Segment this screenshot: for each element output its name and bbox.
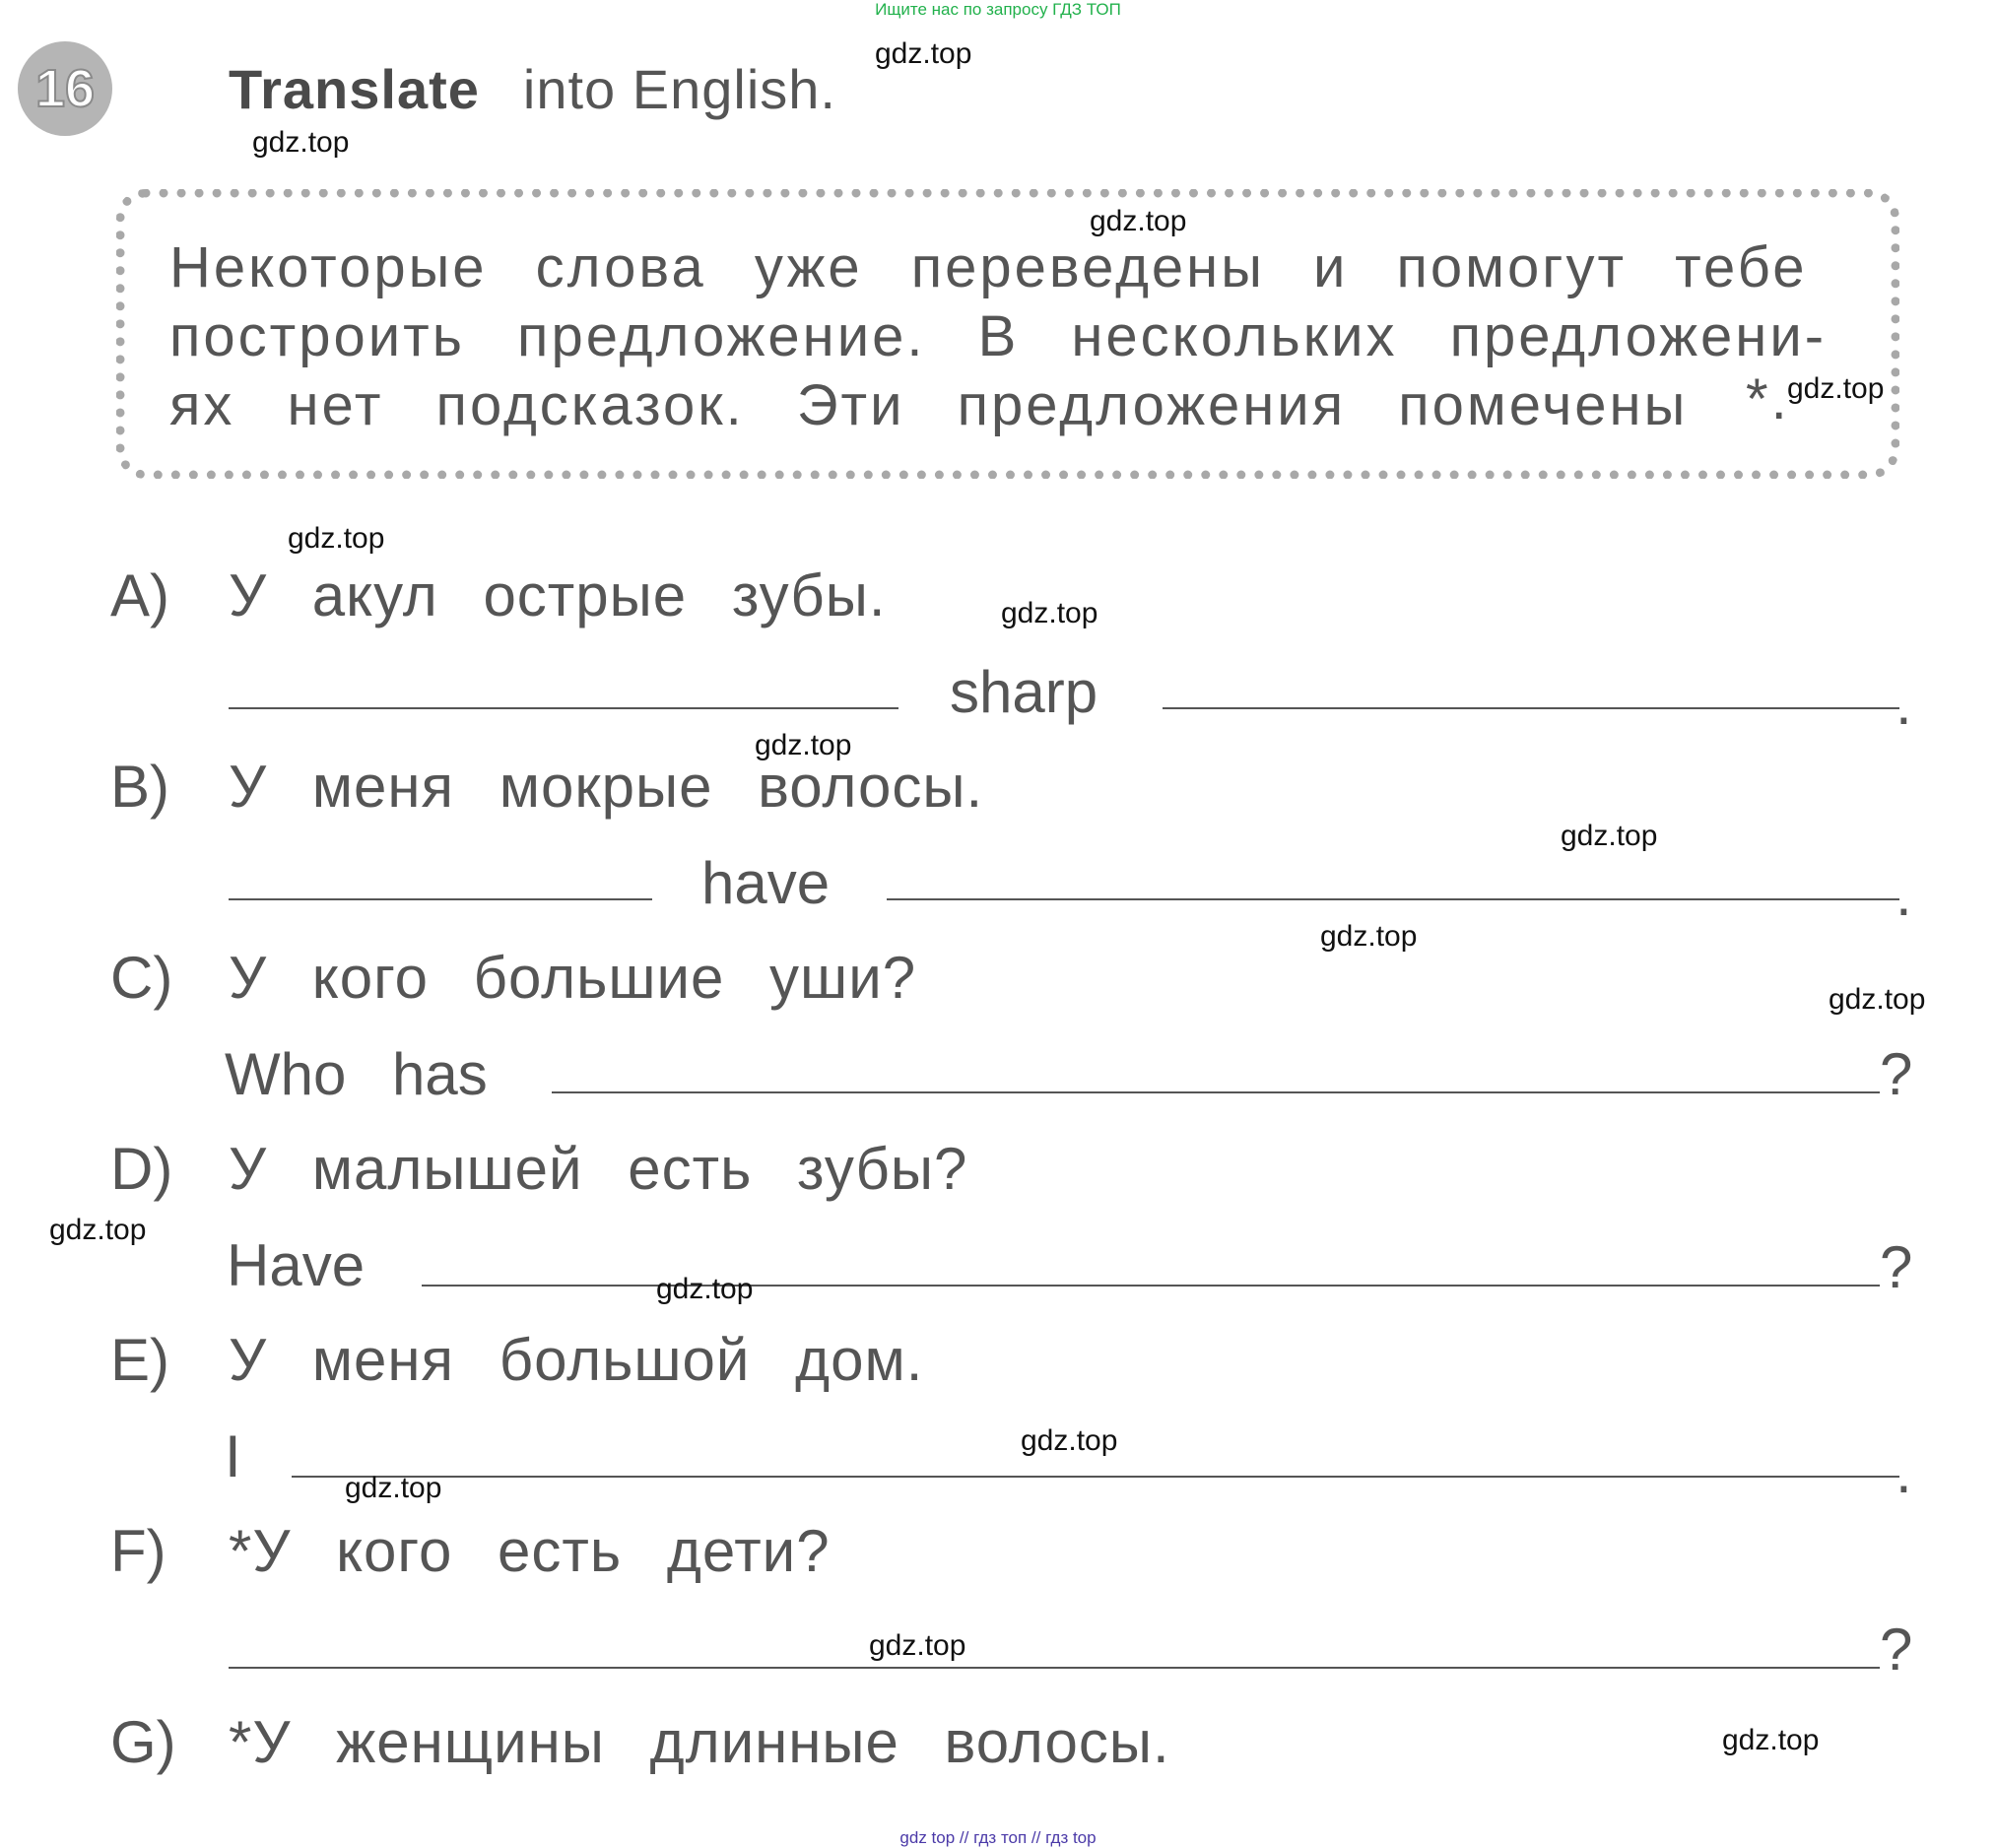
answer-line-a-1[interactable] [229, 707, 898, 709]
watermark: gdz.top [869, 1629, 966, 1662]
item-hint-a: sharp [950, 659, 1098, 725]
item-hint-d: Have [227, 1232, 366, 1298]
item-hint-c: Who has [225, 1041, 488, 1107]
top-search-link[interactable]: Ищите нас по запросу ГДЗ ТОП [875, 0, 1121, 19]
task-title [229, 57, 836, 121]
exercise-number-badge [18, 41, 112, 136]
watermark: gdz.top [1787, 372, 1885, 405]
watermark: gdz.top [1561, 820, 1658, 852]
watermark: gdz.top [252, 126, 350, 159]
star-marker: *. [1746, 367, 1790, 431]
watermark: gdz.top [345, 1472, 442, 1504]
item-letter-a: A) [110, 562, 169, 628]
item-end-a: . [1896, 671, 1912, 737]
item-end-e: . [1896, 1439, 1912, 1505]
answer-line-f[interactable] [229, 1667, 1880, 1669]
exercise-number: 16 [34, 59, 96, 118]
watermark: gdz.top [1021, 1424, 1118, 1457]
watermark: gdz.top [288, 522, 385, 555]
item-letter-f: F) [110, 1518, 166, 1584]
watermark: gdz.top [755, 729, 852, 761]
footer-links[interactable]: gdz top // гдз топ // гдз top [899, 1828, 1097, 1847]
title-verb: Translate [229, 58, 480, 120]
answer-line-a-2[interactable] [1163, 707, 1899, 709]
watermark: gdz.top [1001, 597, 1098, 629]
watermark: gdz.top [1320, 920, 1418, 953]
answer-line-e[interactable] [292, 1476, 1899, 1478]
watermark: gdz.top [1090, 205, 1187, 237]
item-russian-g: *У женщины длинные волосы. [229, 1709, 1170, 1775]
watermark: gdz.top [656, 1273, 754, 1305]
note-line-3: ях нет подсказок. Эти предложения помечены [169, 373, 1689, 437]
note-line-1: Некоторые слова уже переведены и помогут тебе [169, 235, 1808, 299]
item-letter-d: D) [110, 1136, 173, 1202]
watermark: gdz.top [1829, 983, 1926, 1016]
item-end-b: . [1896, 862, 1912, 928]
item-russian-d: У малышей есть зубы? [229, 1136, 968, 1202]
answer-line-c[interactable] [552, 1091, 1880, 1093]
item-end-f: ? [1880, 1617, 1913, 1683]
item-end-c: ? [1880, 1041, 1913, 1107]
note-line-2: построить предложение. В нескольких предложени- [169, 304, 1828, 368]
item-letter-c: C) [110, 945, 173, 1011]
answer-line-b-2[interactable] [887, 898, 1899, 900]
item-letter-e: E) [110, 1327, 169, 1393]
title-rest: into English. [522, 58, 836, 120]
item-russian-c: У кого большие уши? [229, 945, 917, 1011]
watermark: gdz.top [49, 1214, 147, 1246]
item-hint-e: I [225, 1423, 241, 1489]
answer-line-b-1[interactable] [229, 898, 652, 900]
item-end-d: ? [1880, 1234, 1913, 1300]
item-russian-e: У меня большой дом. [229, 1327, 924, 1393]
item-russian-f: *У кого есть дети? [229, 1518, 831, 1584]
item-letter-b: B) [110, 754, 169, 820]
watermark: gdz.top [1722, 1724, 1820, 1756]
item-letter-g: G) [110, 1709, 176, 1775]
item-russian-b: У меня мокрые волосы. [229, 754, 984, 820]
watermark: gdz.top [875, 37, 972, 70]
item-hint-b: have [701, 850, 831, 916]
answer-line-d[interactable] [422, 1285, 1880, 1287]
item-russian-a: У акул острые зубы. [229, 562, 887, 628]
